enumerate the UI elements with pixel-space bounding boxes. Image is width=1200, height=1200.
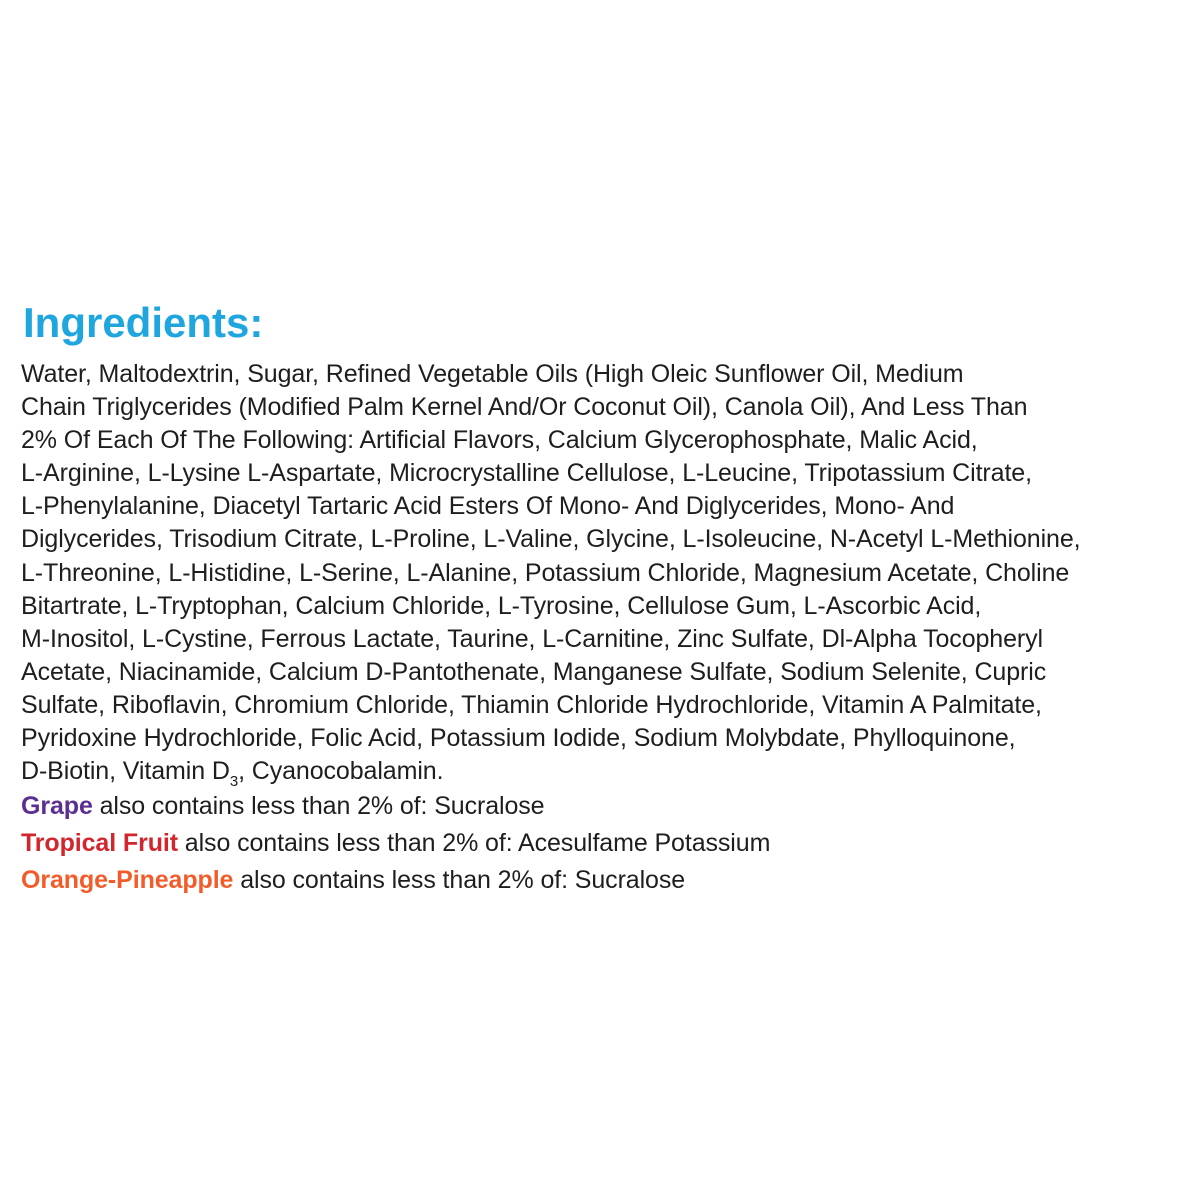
flavor-name-orange-pineapple: Orange-Pineapple xyxy=(21,866,234,895)
flavor-name-tropical-fruit: Tropical Fruit xyxy=(21,829,178,858)
ingredients-line: M-Inositol, L-Cystine, Ferrous Lactate, Taurine, L-Carnitine, Zinc Sulfate, Dl-Alpha Tocopheryl xyxy=(21,624,1043,653)
final-line-pre: D-Biotin, Vitamin D xyxy=(21,757,230,786)
ingredients-line: Bitartrate, L-Tryptophan, Calcium Chloride, L-Tyrosine, Cellulose Gum, L-Ascorbic Acid, xyxy=(21,591,982,620)
ingredients-line: L-Threonine, L-Histidine, L-Serine, L-Alanine, Potassium Chloride, Magnesium Acetate, Choline xyxy=(21,558,1070,587)
ingredients-line: Chain Triglycerides (Modified Palm Kernel And/Or Coconut Oil), Canola Oil), And Less Than xyxy=(21,393,1028,422)
ingredients-line: Pyridoxine Hydrochloride, Folic Acid, Potassium Iodide, Sodium Molybdate, Phylloquinone, xyxy=(21,724,1016,753)
final-line-post: , Cyanocobalamin. xyxy=(238,757,444,786)
ingredients-line: Diglycerides, Trisodium Citrate, L-Proline, L-Valine, Glycine, L-Isoleucine, N-Acetyl L-Methionine, xyxy=(21,525,1081,554)
ingredients-line: L-Arginine, L-Lysine L-Aspartate, Microcrystalline Cellulose, L-Leucine, Tripotassium Citrate, xyxy=(21,459,1032,488)
flavor-note-grape xyxy=(21,788,1182,825)
flavor-note-text: also contains less than 2% of: Sucralose xyxy=(92,792,545,821)
flavor-note-tropical-fruit xyxy=(21,825,1182,862)
ingredients-line-final xyxy=(21,755,1182,791)
ingredients-line: Sulfate, Riboflavin, Chromium Chloride, Thiamin Chloride Hydrochloride, Vitamin A Palmitate, xyxy=(21,690,1042,719)
ingredients-line: Water, Maltodextrin, Sugar, Refined Vegetable Oils (High Oleic Sunflower Oil, Medium xyxy=(21,360,964,388)
ingredients-line: 2% Of Each Of The Following: Artificial Flavors, Calcium Glycerophosphate, Malic Acid, xyxy=(21,426,978,455)
ingredients-line: Acetate, Niacinamide, Calcium D-Pantothenate, Manganese Sulfate, Sodium Selenite, Cupric xyxy=(21,657,1047,686)
ingredients-heading: Ingredients: xyxy=(23,299,264,346)
vitamin-d3-subscript: 3 xyxy=(229,773,239,791)
flavor-note-text: also contains less than 2% of: Sucralose xyxy=(233,866,686,895)
flavor-name-grape: Grape xyxy=(21,792,93,821)
ingredients-paragraph xyxy=(21,358,1182,791)
flavor-note-orange-pineapple xyxy=(21,862,1182,899)
ingredients-line: L-Phenylalanine, Diacetyl Tartaric Acid Esters Of Mono- And Diglycerides, Mono- And xyxy=(21,492,955,521)
flavor-notes xyxy=(21,788,1182,899)
flavor-note-text: also contains less than 2% of: Acesulfame Potassium xyxy=(177,829,771,858)
